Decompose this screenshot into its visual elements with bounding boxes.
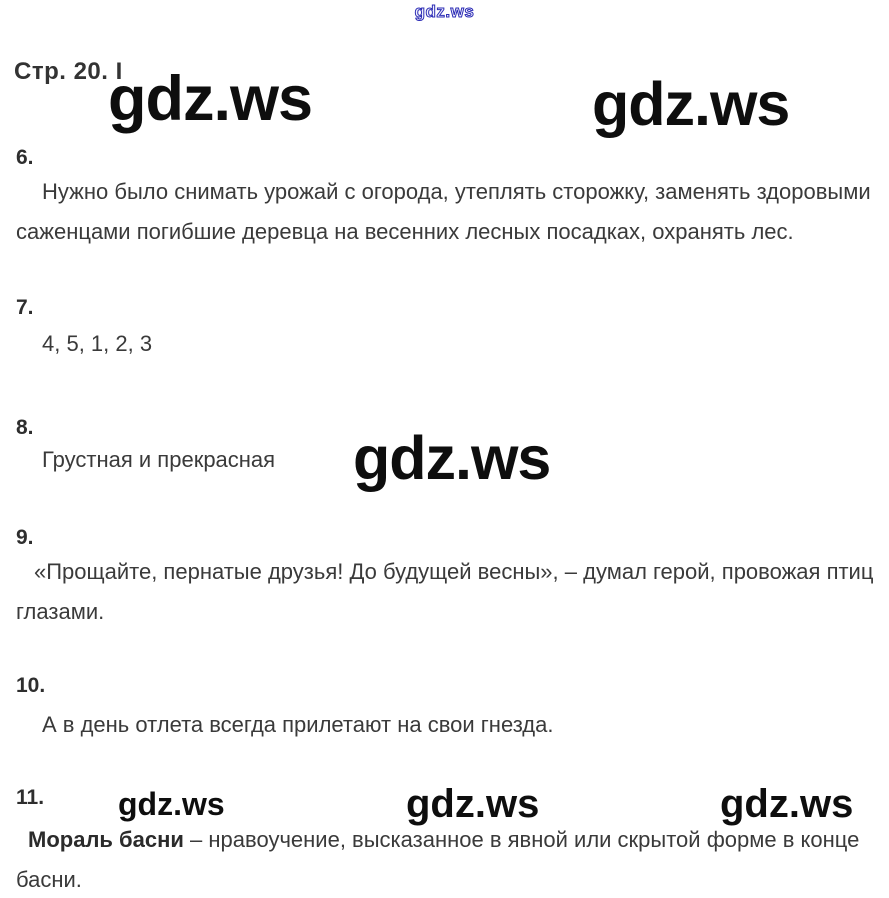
watermark-gdzws-top: gdz.ws	[414, 2, 475, 21]
task-9-answer: «Прощайте, пернатые друзья! До будущей весны», – думал герой, провожая птиц глазами.	[16, 559, 874, 624]
watermark-gdzws-small-right: gdz.ws	[720, 782, 854, 826]
task-6-answer: Нужно было снимать урожай с огорода, утеплять сторожку, заменять здоровыми саженцами погибшие деревца на весенних лесных посадках, охранять лес.	[16, 179, 871, 244]
task-number-11: 11.	[16, 786, 45, 809]
watermark-gdzws-large-left: gdz.ws	[108, 64, 313, 134]
task-7-answer: 4, 5, 1, 2, 3	[42, 331, 153, 356]
task-10-answer: А в день отлета всегда прилетают на свои гнезда.	[42, 712, 554, 737]
task-11-term: Мораль басни	[28, 827, 184, 852]
watermark-gdzws-large-right: gdz.ws	[592, 70, 790, 138]
task-number-7: 7.	[16, 296, 34, 319]
task-number-9: 9.	[16, 526, 34, 549]
watermark-gdzws-small-left: gdz.ws	[118, 786, 225, 822]
task-11-answer	[16, 820, 878, 898]
task-8-answer: Грустная и прекрасная	[42, 447, 276, 472]
page-header: Стр. 20. І	[14, 58, 123, 85]
task-11-definition: – нравоучение, высказанное в явной или скрытой форме в конце басни.	[16, 827, 860, 892]
watermark-gdzws-large-middle: gdz.ws	[353, 424, 551, 492]
watermark-gdzws-small-middle: gdz.ws	[406, 782, 540, 826]
task-number-8: 8.	[16, 416, 34, 439]
task-number-6: 6.	[16, 146, 34, 169]
task-number-10: 10.	[16, 674, 46, 697]
